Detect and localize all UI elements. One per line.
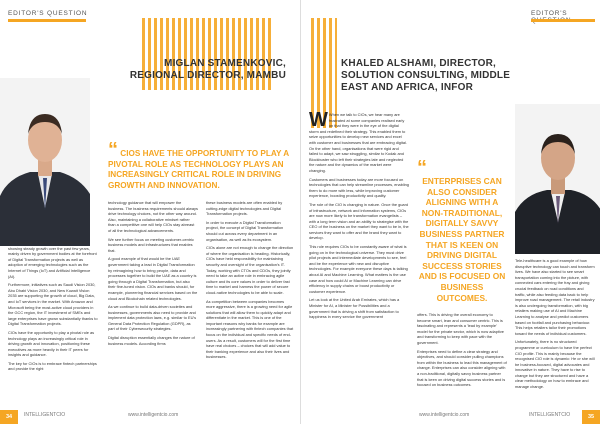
paragraph: Unfortunately, there is no structured programme or curriculum to have the perfect CIO profile. This is mainly because the recognised CIO role is dynamic: He or she will be business-focused, digital advocates and innovative in nature. They have to rise to change but they are structured and have a clear methodology on how to embrace and manage change.: [515, 339, 595, 390]
paragraph: Enterprises need to define a clear strategy and objectives, and should consider pulling champions from within the business to lead this management of change. Enterprises can also consider aligning with a non-traditional, digitally savvy business partner that is keen on driving digital success stories and is focused on business outcomes.: [417, 348, 507, 388]
paragraph: these business models are often enabled by cutting-edge digital technologies and Digital Transformation projects.: [206, 200, 283, 217]
article-column-1: [309, 112, 409, 412]
page-number: 34: [0, 410, 18, 424]
article-column-3: [206, 200, 294, 408]
paragraph: Let us look at the United Arab Emirates, which has a Minister for AI, a Minister for Possibilities and a government that is driving a shift from satisfaction to happiness in every service the government: [309, 297, 400, 320]
author-name: KHALED ALSHAMI, DIRECTOR, SOLUTION CONSULTING, MIDDLE EAST AND AFRICA, INFOR: [341, 58, 511, 93]
author-name: MIGLAN STAMENKOVIC, REGIONAL DIRECTOR, MAMBU: [129, 58, 286, 81]
article-column-1: [8, 240, 98, 408]
article-column-2: [417, 312, 507, 408]
paragraph: Furthermore, initiatives such as Saudi Vision 2030, Abu Dhabi Vision 2030, and New Kuwait Vision 2035 are supporting the growth of cloud, Big Data, and IoT services in the market. With Amazon and Microsoft being the most-active cloud providers in the GCC region, the IT investment of SMEs and large enterprises have grown substantially thanks to Digital Transformation projects.: [8, 282, 98, 327]
header-accent-line: [531, 19, 595, 22]
pull-quote: “ ENTERPRISES CAN ALSO CONSIDER ALIGNING WITH A NON-TRADITIONAL, DIGITALLY SAVVY BUSINESS PARTNER THAT IS KEEN ON DRIVING DIGITAL SUCCESS STORIES AND IS FOCUSED ON BUSINESS OUTCOMES.: [417, 157, 506, 303]
paragraph: A good example of that would be the UAE government taking a lead in Digital Transformation by reimagining how to bring people, data and processes together to build the UAE as a country is going through a Digital Transformation, but also their fine-tuned vision. CIOs and banks should, for example, pioneering financial services based on the cloud and Blockchain related technologies.: [108, 256, 198, 301]
right-page: [300, 0, 600, 424]
page-number: 35: [582, 410, 600, 424]
paragraph: Tele-healthcare is a good example of how disruptive technology can touch and transform lives. We have also started to see smart transportation coming into the picture, with connected cars entering the fray and giving crucial feedback on road conditions and traffic, while also feeding data back to help improve road management. The retail industry is also undergoing transformation, with big retailers making use of AI and Machine Learning to analyse and predict customers based on footfall and purchasing behaviour. This helps retailers tailor their promotions toward the needs of individual customers.: [515, 258, 595, 336]
paragraph: The key for CIOs is to embrace fintech partnerships and provide the right: [8, 360, 97, 372]
quote-mark-icon: “: [108, 139, 118, 161]
paragraph: offers. This is driving the overall economy to become smart, lean and consumer centric. This is fascinating and represents a 'lead by example' model for the private sector, which is now adaptive and transforming to keep with pace with the government.: [417, 312, 504, 345]
footer-brand: INTELLIGENTCIO: [24, 412, 66, 418]
author-photo: [515, 104, 600, 254]
paragraph: This role requires CIOs to be constantly aware of what is going on in the technological universe. They must drive pilot projects and intermediate developments to see, feel and be the experience with new and disruptive technologies. For example everyone these days is talking about AI and Machine Learning. What matters is the use case and how could AI or Machine Learning can drive efficiency in supply chains or boost productivity or customer experience.: [309, 244, 408, 294]
section-header: EDITOR'S: [531, 10, 568, 17]
paragraph: In order to execute a Digital Transformation project, the concept of Digital Transformation should cut across every department in an organisation, as well as its ecosystem.: [206, 219, 284, 242]
header-accent-line: [8, 19, 86, 22]
paragraph: technology guidance that will empower the business. The business requirements should always drive technology choices, not the other way around. Also, maintaining a collaborative mindset rather than a competitive one will help CIOs stay abreast of all the technological advancements.: [108, 200, 198, 233]
article-column-2: [108, 200, 198, 408]
drop-cap: W: [309, 112, 328, 131]
section-header: EDITOR'S QUESTION: [8, 10, 88, 17]
quote-mark-icon: “: [417, 157, 427, 179]
footer-brand: INTELLIGENTCIO: [529, 412, 571, 418]
paragraph: Digital disruption essentially changes the nature of business models. According firms: [108, 335, 195, 346]
footer-url: www.intelligentcio.com: [128, 412, 179, 418]
paragraph: The role of the CIO is changing in nature. Once the guard of infrastructure, network and information systems, CIOs are now more likely to be transformation evangelists – with a long term vision and an ability to strategise with the CEO of the business on the market they want to be in, the services they want to offer and the brand they want to develop.: [309, 201, 409, 241]
footer-url: www.intelligentcio.com: [419, 412, 470, 418]
paragraph: As we continue to build data-driven societies and businesses, governments also need to provide and implement data protection laws, e.g. similar to EU's General Data Protection Regulation (GDPR), as part of their Cybersecurity strategies.: [108, 304, 197, 332]
paragraph: We see further focus on meeting customer-centric business models and infrastructures that enables that.: [108, 236, 194, 253]
paragraph: CIOs alone are not enough to change the direction of where the organisation is heading. Historically, CIOs have held responsibility for maintaining security and oversight of the organisation's IT. Today, working with CTOs and CDOs, they jointly need to take an active role in embracing agile culture and its core values in order to deliver fast time to market and harness the power of secure cloud-native technologies to be able to scale.: [206, 245, 294, 295]
paragraph: When we talk to CIOs, we hear many are frustrated at some companies realised early on that they were in the eye of the digital storm and redefined their strategy. This enabled them to seize opportunities to develop new services and excel with customer and businesses that are embracing digital. On the other hand, organisations that were rigid and failed to adapt, we saw struggling, similar to Kodak and Blockbuster who left their strategies late and neglected the nature and the dynamics of the market were changing.: [309, 112, 407, 173]
paragraph: As competition between companies becomes more aggressive, there is a growing need for agile solutions that will allow them to quickly adapt and differentiate in the market. This is one of the important reasons why banks for example are increasingly partnering with fintech companies that focus on the individual and specific needs of end-users. As a result, customers will for the first time have real choices – choices that will add value to their banking experience and also their lives and businesses.: [206, 298, 294, 360]
paragraph: The enterprise IT market in the Middle East is showing steady growth over the past few years, mainly driven by government bodies at the forefront of Digital Transformation projects as well as adoption of emerging technologies such as the Internet of Things (IoT) and Artificial Intelligence (AI).: [8, 240, 97, 279]
paragraph: Customers and businesses today are more focused on technologies that can help streamline processes, enabling them to do more with less, while improving customer experience, boosting productivity and quality.: [309, 176, 409, 199]
paragraph: CIOs have the opportunity to play a pivotal role as technology plays an increasingly critical role in driving growth and innovation, positioning these executives as more heavily in their IT peers for insights and guidance.: [8, 329, 95, 358]
article-column-3: [515, 258, 595, 410]
author-photo: [0, 78, 90, 246]
pull-quote: “ CIOS HAVE THE OPPORTUNITY TO PLAY A PIVOTAL ROLE AS TECHNOLOGY PLAYS AN INCREASINGLY CRITICAL ROLE IN DRIVING GROWTH AND INNOVATION.: [108, 139, 289, 190]
